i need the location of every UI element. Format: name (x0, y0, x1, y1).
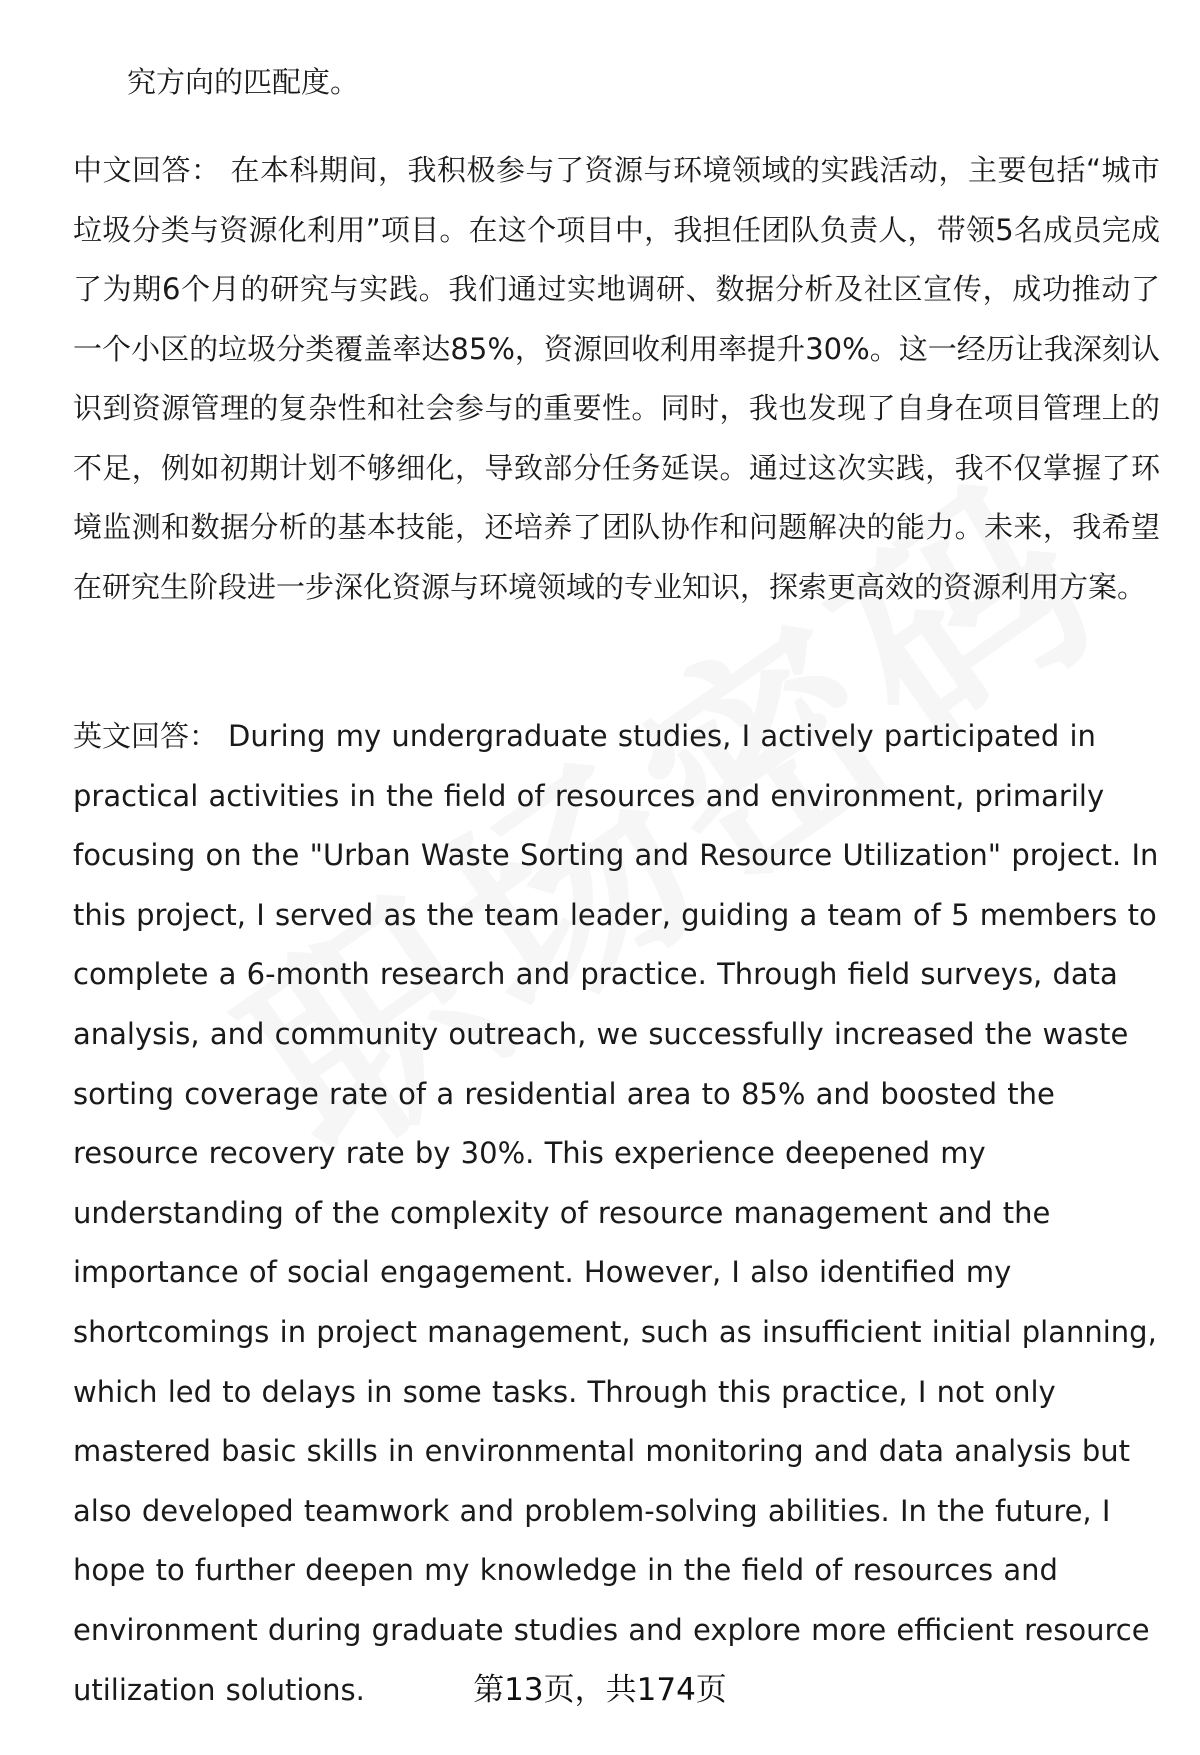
chinese-answer-paragraph (73, 141, 1160, 617)
chinese-answer-text: 在本科期间，我积极参与了资源与环境领域的实践活动，主要包括“城市垃圾分类与资源化利用”项目。在这个项目中，我担任团队负责人，带领5名成员完成了为期6个月的研究与实践。我们通过实地调研、数据分析及社区宣传，成功推动了一个小区的垃圾分类覆盖率达85%，资源回收利用率提升30%。这一经历让我深刻认识到资源管理的复杂性和社会参与的重要性。同时，我也发现了自身在项目管理上的不足，例如初期计划不够细化，导致部分任务延误。通过这次实践，我不仅掌握了环境监测和数据分析的基本技能，还培养了团队协作和问题解决的能力。未来，我希望在研究生阶段进一步深化资源与环境领域的专业知识，探索更高效的资源利用方案。 (73, 153, 1160, 604)
continuation-text: 究方向的匹配度。 (127, 65, 360, 99)
english-answer-paragraph (73, 707, 1160, 1720)
english-answer-label: 英文回答： (73, 719, 219, 753)
english-answer-text: During my undergraduate studies, I actively participated in practical activities in the field of resources and environment, primarily focusing on the "Urban Waste Sorting and Resource Utilization" project. In this project, I served as the team leader, guiding a team of 5 members to complete a 6-month research and practice. Through field surveys, data analysis, and community outreach, we successfully increased the waste sorting coverage rate of a residential area to 85% and boosted the resource recovery rate by 30%. This experience deepened my understanding of the complexity of resource management and the importance of social engagement. However, I also identified my shortcomings in project management, such as insufficient initial planning, which led to delays in some tasks. Through this practice, I not only mastered basic skills in environmental monitoring and data analysis but also developed teamwork and problem-solving abilities. In the future, I hope to further deepen my knowledge in the field of resources and environment during graduate studies and explore more efficient resource utilization solutions. (73, 719, 1159, 1707)
page-number-footer: 第13页，共174页 (473, 1672, 727, 1708)
chinese-answer-label: 中文回答： (73, 153, 221, 187)
